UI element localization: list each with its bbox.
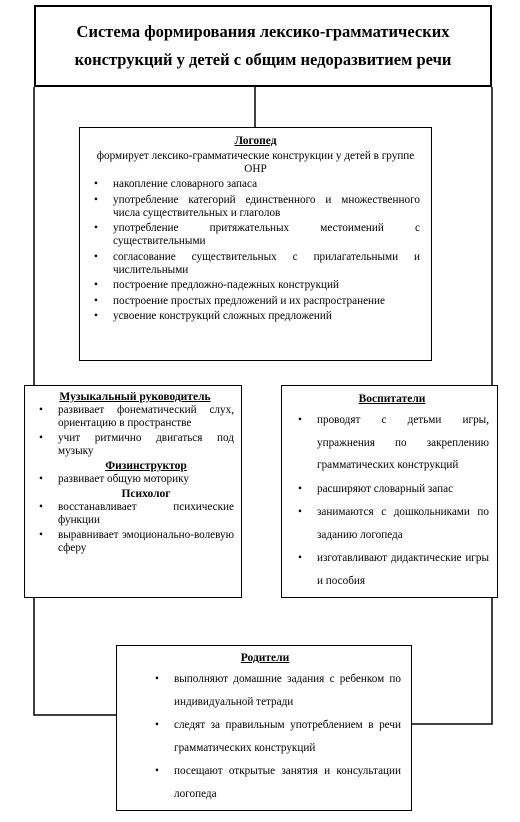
connector-right-bottom xyxy=(412,598,492,724)
list-item: • употребление притяжательных местоимений с существительными xyxy=(113,222,420,248)
list-item: • выравнивает эмоционально-волевую сферу xyxy=(58,529,234,555)
logoped-subtitle: формирует лексико-грамматические конструкции у детей в группе ОНР xyxy=(96,150,415,175)
list-item: • употребление категорий единственного и множественного числа существительных и глаголов xyxy=(113,194,420,220)
list-item: • усвоение конструкций сложных предложений xyxy=(113,310,420,323)
title-box xyxy=(34,5,492,87)
vosp-heading: Воспитатели xyxy=(358,393,426,405)
connector-left-bottom xyxy=(34,598,116,715)
list-item: • восстанавливает психические функции xyxy=(58,501,234,527)
music-box xyxy=(24,385,242,598)
psych-heading: Психолог xyxy=(121,488,171,500)
list-item: • проводят с детьми игры, упражнения по закреплению грамматических конструкций xyxy=(317,409,489,477)
list-item: • развивает общую моторику xyxy=(58,473,234,486)
parents-box xyxy=(116,645,412,811)
list-item: • следят за правильным употреблением в речи грамматических конструкций xyxy=(174,714,401,759)
list-item: • развивает фонематический слух, ориентацию в пространстве xyxy=(58,404,234,430)
phys-heading: Физинструктор xyxy=(105,460,187,472)
list-item: • расширяют словарный запас xyxy=(317,478,489,501)
logoped-heading: Логопед xyxy=(234,135,277,147)
list-item: • изготавливают дидактические игры и пособия xyxy=(317,547,489,592)
list-item: • накопление словарного запаса xyxy=(113,178,420,191)
list-item: • согласование существительных с прилагательными и числительными xyxy=(113,251,420,277)
list-item: • занимаются с дошкольниками по заданию логопеда xyxy=(317,501,489,546)
vosp-box xyxy=(281,385,498,598)
list-item: • построение предложно-падежных конструкций xyxy=(113,279,420,292)
list-item: • учит ритмично двигаться под музыку xyxy=(58,432,234,458)
parents-heading: Родители xyxy=(240,652,290,664)
list-item: • посещают открытые занятия и консультации логопеда xyxy=(174,760,401,805)
music-heading: Музыкальный руководитель xyxy=(59,391,211,403)
music-list xyxy=(58,404,234,458)
vosp-list xyxy=(317,409,489,592)
diagram-title: Система формирования лексико-грамматических конструкций у детей с общим недоразвитием речи xyxy=(74,22,452,69)
parents-list xyxy=(174,668,401,805)
phys-list xyxy=(58,473,234,486)
psych-list xyxy=(58,501,234,555)
logoped-list xyxy=(113,178,420,323)
list-item: • выполняют домашние задания с ребенком по индивидуальной тетради xyxy=(174,668,401,713)
list-item: • построение простых предложений и их распространение xyxy=(113,295,420,308)
logoped-box xyxy=(79,127,432,361)
